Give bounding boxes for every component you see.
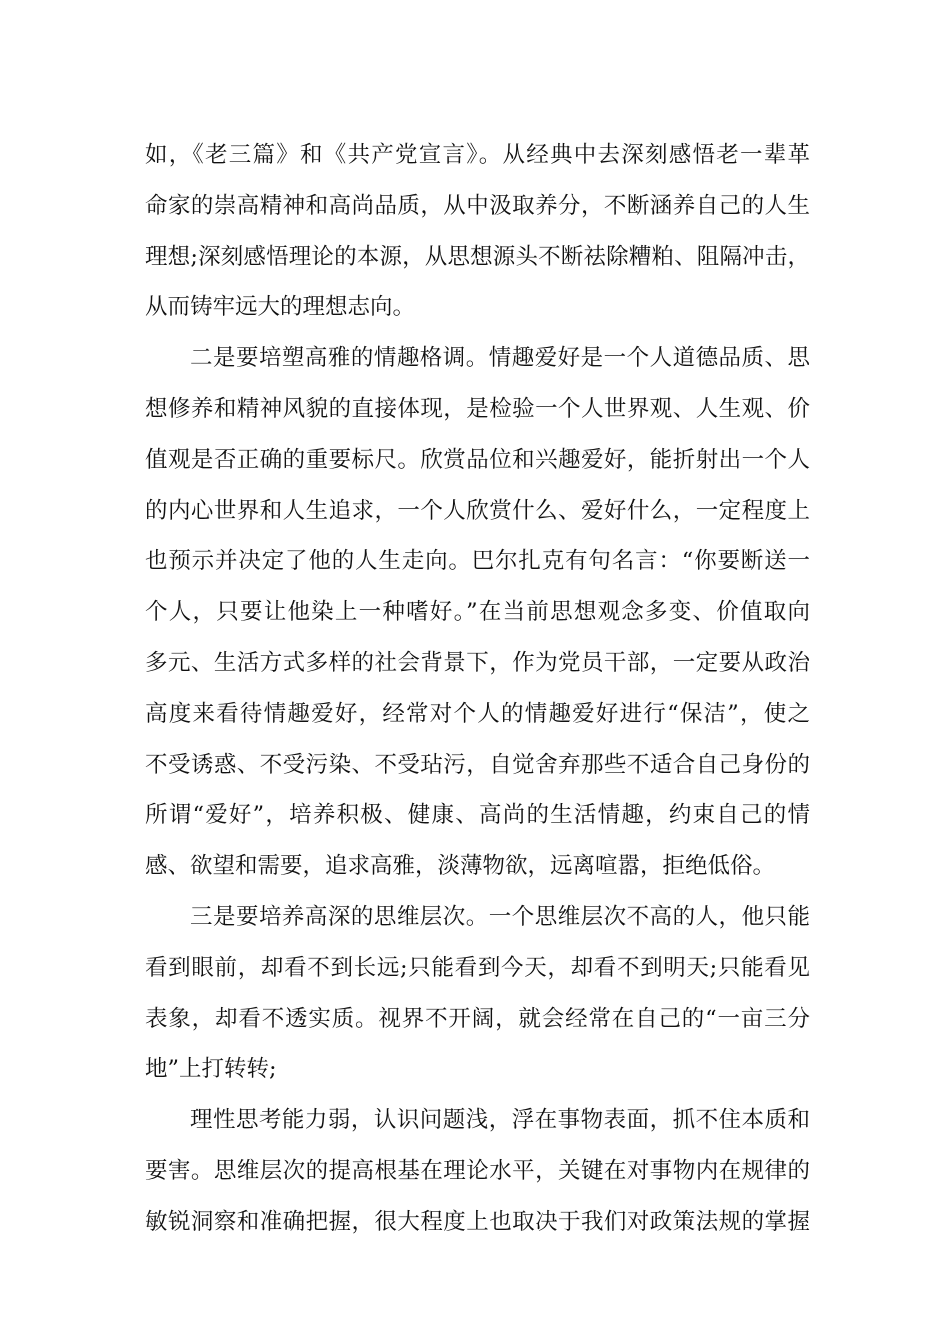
text-line: 想修养和精神风貌的直接体现，是检验一个人世界观、人生观、价 [145,395,810,422]
text-line: 不受诱惑、不受污染、不受玷污，自觉舍弃那些不适合自己身份的 [145,751,810,778]
text-line: 命家的崇高精神和高尚品质，从中汲取养分，不断涵养自己的人生 [145,192,810,219]
text-line: 感、欲望和需要，追求高雅，淡薄物欲，远离喧嚣，拒绝低俗。 [145,853,776,880]
paragraph-start-line: 二是要培塑高雅的情趣格调。情趣爱好是一个人道德品质、思 [190,345,810,372]
text-line: 也预示并决定了他的人生走向。巴尔扎克有句名言：“你要断送一 [145,548,810,575]
text-line: 看到眼前，却看不到长远;只能看到今天，却看不到明天;只能看见 [145,954,810,981]
text-line: 所谓“爱好”，培养积极、健康、高尚的生活情趣，约束自己的情 [145,802,810,829]
text-line: 如，《老三篇》和《共产党宣言》。从经典中去深刻感悟老一辈革 [145,142,810,168]
text-line: 表象，却看不透实质。视界不开阔，就会经常在自己的“一亩三分 [145,1005,810,1032]
text-line: 敏锐洞察和准确把握，很大程度上也取决于我们对政策法规的掌握 [145,1208,810,1235]
paragraph-start-line: 三是要培养高深的思维层次。一个思维层次不高的人，他只能 [190,903,810,930]
text-line: 高度来看待情趣爱好，经常对个人的情趣爱好进行“保洁”，使之 [145,700,810,727]
text-line: 要害。思维层次的提高根基在理论水平，关键在对事物内在规律的 [145,1157,810,1184]
paragraph-start-line: 理性思考能力弱，认识问题浅，浮在事物表面，抓不住本质和 [190,1107,810,1134]
text-line: 理想;深刻感悟理论的本源，从思想源头不断祛除糟粕、阻隔冲击， [145,243,810,270]
text-line: 地”上打转转; [145,1056,277,1083]
text-line: 值观是否正确的重要标尺。欣赏品位和兴趣爱好，能折射出一个人 [145,446,810,473]
text-line: 从而铸牢远大的理想志向。 [145,294,416,321]
document-body [145,130,810,1248]
text-line: 个人，只要让他染上一种嗜好。”在当前思想观念多变、价值取向 [145,599,810,626]
text-line: 多元、生活方式多样的社会背景下，作为党员干部，一定要从政治 [145,649,810,676]
text-line: 的内心世界和人生追求，一个人欣赏什么、爱好什么，一定程度上 [145,497,810,524]
